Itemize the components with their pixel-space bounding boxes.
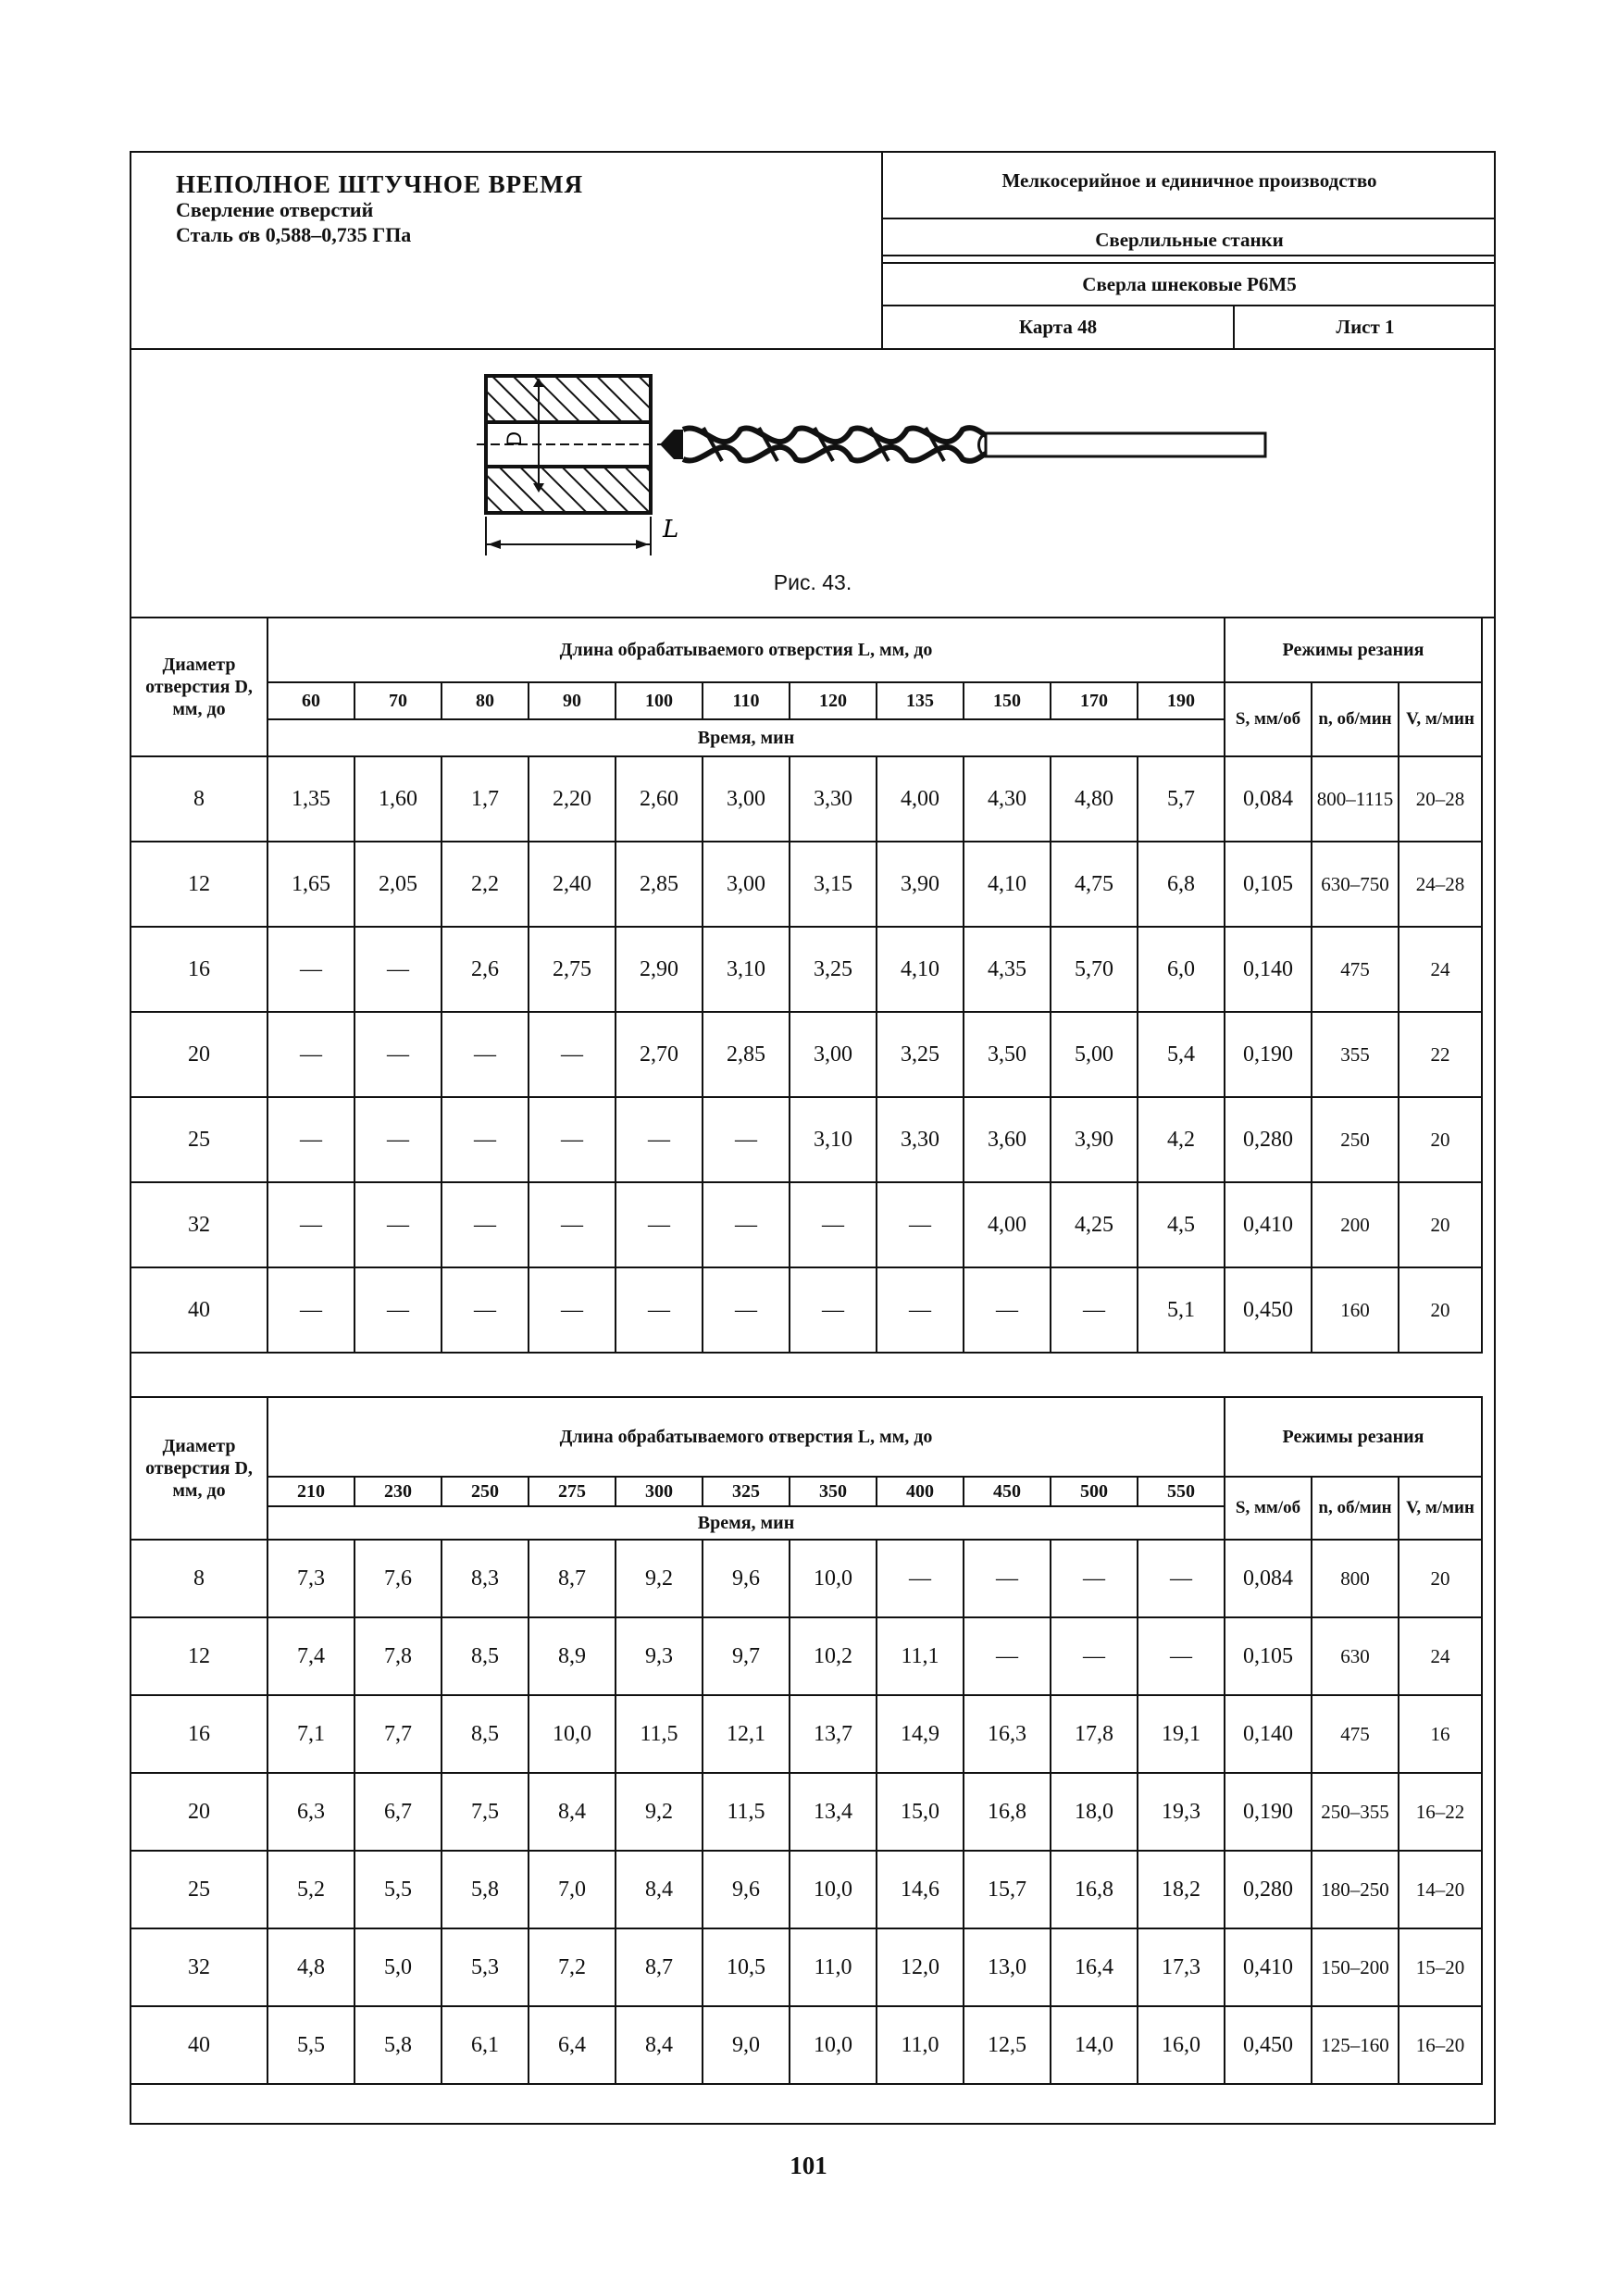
spindle-speed-value: 150–200 xyxy=(1312,1928,1399,2006)
time-value: 14,6 xyxy=(877,1851,964,1928)
time-value: 7,1 xyxy=(267,1695,354,1773)
length-value: 60 xyxy=(267,682,354,719)
page-number: 101 xyxy=(790,2152,827,2179)
time-value: 5,00 xyxy=(1051,1012,1138,1097)
feed-value: 0,105 xyxy=(1225,842,1312,927)
time-value: 6,3 xyxy=(267,1773,354,1851)
time-value: 3,10 xyxy=(790,1097,877,1182)
card-number: Карта 48 xyxy=(883,306,1235,348)
time-value: 8,4 xyxy=(529,1773,616,1851)
auger-drill-icon xyxy=(660,428,1265,461)
time-value: 5,2 xyxy=(267,1851,354,1928)
time-value: 9,7 xyxy=(703,1617,790,1695)
time-value: — xyxy=(267,1097,354,1182)
feed-value: 0,450 xyxy=(1225,1267,1312,1353)
length-value: 120 xyxy=(790,682,877,719)
time-value: 16,3 xyxy=(964,1695,1051,1773)
table-row xyxy=(131,1617,1482,1695)
feed-value: 0,140 xyxy=(1225,1695,1312,1773)
time-value: 16,8 xyxy=(964,1773,1051,1851)
length-header: Длина обрабатываемого отверстия L, мм, до xyxy=(267,1397,1225,1477)
feed-value: 0,410 xyxy=(1225,1182,1312,1267)
time-value: 5,1 xyxy=(1138,1267,1225,1353)
time-value: — xyxy=(267,1182,354,1267)
time-value: — xyxy=(616,1182,703,1267)
time-value: 3,50 xyxy=(964,1012,1051,1097)
diameter-value: 40 xyxy=(131,1267,267,1353)
time-value: 2,75 xyxy=(529,927,616,1012)
time-value: 10,0 xyxy=(529,1695,616,1773)
diameter-value: 32 xyxy=(131,1182,267,1267)
cutting-speed-value: 16 xyxy=(1399,1695,1482,1773)
time-value: 2,20 xyxy=(529,756,616,842)
time-value: 16,4 xyxy=(1051,1928,1138,2006)
spindle-speed-value: 160 xyxy=(1312,1267,1399,1353)
length-value: 135 xyxy=(877,682,964,719)
cutting-speed-value: 16–20 xyxy=(1399,2006,1482,2084)
time-value: 6,0 xyxy=(1138,927,1225,1012)
diameter-header: Диаметр отверстия D, мм, до xyxy=(131,1397,267,1540)
divider xyxy=(883,255,1496,256)
spindle-speed-value: 250 xyxy=(1312,1097,1399,1182)
time-value: 3,25 xyxy=(877,1012,964,1097)
length-value: 100 xyxy=(616,682,703,719)
diameter-value: 20 xyxy=(131,1773,267,1851)
time-value: 10,0 xyxy=(790,1851,877,1928)
time-value: 2,2 xyxy=(442,842,529,927)
length-header: Длина обрабатываемого отверстия L, мм, до xyxy=(267,618,1225,682)
time-value: 7,4 xyxy=(267,1617,354,1695)
time-header: Время, мин xyxy=(267,719,1225,756)
time-value: 4,75 xyxy=(1051,842,1138,927)
table-gap xyxy=(130,1355,1496,1396)
time-value: — xyxy=(703,1097,790,1182)
sheet-number: Лист 1 xyxy=(1336,316,1395,338)
time-value: 4,80 xyxy=(1051,756,1138,842)
time-value: — xyxy=(703,1267,790,1353)
time-value: 19,3 xyxy=(1138,1773,1225,1851)
table-row xyxy=(131,1097,1482,1182)
time-value: 4,10 xyxy=(877,927,964,1012)
length-value: 110 xyxy=(703,682,790,719)
feed-value: 0,280 xyxy=(1225,1851,1312,1928)
time-value: 8,3 xyxy=(442,1540,529,1617)
feed-value: 0,190 xyxy=(1225,1773,1312,1851)
time-value: 9,2 xyxy=(616,1773,703,1851)
spindle-speed-value: 800 xyxy=(1312,1540,1399,1617)
time-value: 6,4 xyxy=(529,2006,616,2084)
diameter-value: 20 xyxy=(131,1012,267,1097)
diameter-label: D xyxy=(503,431,526,446)
time-value: 11,1 xyxy=(877,1617,964,1695)
feed-value: 0,410 xyxy=(1225,1928,1312,2006)
cutting-speed-value: 24–28 xyxy=(1399,842,1482,927)
cutting-speed-value: 14–20 xyxy=(1399,1851,1482,1928)
diameter-header: Диаметр отверстия D, мм, до xyxy=(131,618,267,756)
cutting-speed-value: 22 xyxy=(1399,1012,1482,1097)
time-value: — xyxy=(354,1097,442,1182)
time-value: 5,3 xyxy=(442,1928,529,2006)
time-value: 12,5 xyxy=(964,2006,1051,2084)
time-value: 3,00 xyxy=(790,1012,877,1097)
time-value: 3,60 xyxy=(964,1097,1051,1182)
time-value: 9,0 xyxy=(703,2006,790,2084)
time-value: 12,0 xyxy=(877,1928,964,2006)
time-value: 1,35 xyxy=(267,756,354,842)
time-value: — xyxy=(964,1267,1051,1353)
time-value: — xyxy=(703,1182,790,1267)
time-value: — xyxy=(1051,1267,1138,1353)
time-value: 5,8 xyxy=(442,1851,529,1928)
time-value: 7,2 xyxy=(529,1928,616,2006)
time-value: 8,9 xyxy=(529,1617,616,1695)
diameter-value: 8 xyxy=(131,1540,267,1617)
time-value: 4,35 xyxy=(964,927,1051,1012)
time-value: 5,7 xyxy=(1138,756,1225,842)
time-value: 5,4 xyxy=(1138,1012,1225,1097)
time-value: 18,2 xyxy=(1138,1851,1225,1928)
time-value: 3,90 xyxy=(1051,1097,1138,1182)
card-sheet-row xyxy=(883,306,1496,348)
time-value: — xyxy=(1051,1617,1138,1695)
time-value: 2,70 xyxy=(616,1012,703,1097)
time-value: 7,7 xyxy=(354,1695,442,1773)
feed-header: S, мм/об xyxy=(1225,1477,1312,1540)
spindle-speed-value: 630 xyxy=(1312,1617,1399,1695)
cutting-speed-value: 20 xyxy=(1399,1097,1482,1182)
time-value: 10,0 xyxy=(790,2006,877,2084)
time-value: 6,8 xyxy=(1138,842,1225,927)
time-value: 8,5 xyxy=(442,1617,529,1695)
table-row xyxy=(131,756,1482,842)
time-value: — xyxy=(267,1012,354,1097)
time-value: — xyxy=(1051,1540,1138,1617)
time-value: 19,1 xyxy=(1138,1695,1225,1773)
time-value: — xyxy=(790,1267,877,1353)
time-value: 8,4 xyxy=(616,2006,703,2084)
time-value: 3,00 xyxy=(703,756,790,842)
time-value: — xyxy=(529,1012,616,1097)
spindle-speed-value: 355 xyxy=(1312,1012,1399,1097)
time-value: 2,90 xyxy=(616,927,703,1012)
time-value: 14,0 xyxy=(1051,2006,1138,2084)
length-value: 190 xyxy=(1138,682,1225,719)
time-value: 2,85 xyxy=(703,1012,790,1097)
cutting-speed-value: 24 xyxy=(1399,1617,1482,1695)
time-value: — xyxy=(1138,1617,1225,1695)
length-value: 325 xyxy=(703,1477,790,1506)
time-value: — xyxy=(877,1182,964,1267)
figure-panel xyxy=(130,350,1496,618)
time-value: 17,8 xyxy=(1051,1695,1138,1773)
time-header: Время, мин xyxy=(267,1506,1225,1540)
table-row xyxy=(131,1267,1482,1353)
figure-caption: Рис. 43. xyxy=(773,570,852,594)
table-row xyxy=(131,2006,1482,2084)
time-value: 4,10 xyxy=(964,842,1051,927)
time-value: 9,2 xyxy=(616,1540,703,1617)
time-value: — xyxy=(354,1267,442,1353)
table-row xyxy=(131,1851,1482,1928)
diameter-value: 8 xyxy=(131,756,267,842)
length-value: 300 xyxy=(616,1477,703,1506)
time-value: — xyxy=(267,927,354,1012)
feed-value: 0,084 xyxy=(1225,756,1312,842)
time-value: 17,3 xyxy=(1138,1928,1225,2006)
cutting-modes-header: Режимы резания xyxy=(1225,1397,1482,1477)
operation-name: Сверление отверстий xyxy=(176,198,374,221)
time-value: 3,10 xyxy=(703,927,790,1012)
table-row xyxy=(131,927,1482,1012)
time-value: 5,5 xyxy=(354,1851,442,1928)
time-value: 1,7 xyxy=(442,756,529,842)
time-value: 11,0 xyxy=(877,2006,964,2084)
time-value: — xyxy=(529,1182,616,1267)
length-value: 400 xyxy=(877,1477,964,1506)
time-value: 9,6 xyxy=(703,1540,790,1617)
time-value: 2,60 xyxy=(616,756,703,842)
time-value: 4,8 xyxy=(267,1928,354,2006)
time-value: 1,60 xyxy=(354,756,442,842)
time-value: — xyxy=(529,1267,616,1353)
time-value: — xyxy=(616,1097,703,1182)
time-value: 8,4 xyxy=(616,1851,703,1928)
spindle-speed-value: 475 xyxy=(1312,1695,1399,1773)
length-value: 450 xyxy=(964,1477,1051,1506)
card-header xyxy=(130,151,1496,350)
time-value: 4,00 xyxy=(877,756,964,842)
time-table-1 xyxy=(130,617,1483,1354)
time-value: 3,25 xyxy=(790,927,877,1012)
time-value: — xyxy=(442,1097,529,1182)
time-value: 4,2 xyxy=(1138,1097,1225,1182)
feed-header: S, мм/об xyxy=(1225,682,1312,756)
length-label: L xyxy=(663,516,679,543)
time-value: 2,05 xyxy=(354,842,442,927)
tool-type: Сверла шнековые Р6М5 xyxy=(1082,273,1297,295)
spindle-speed-value: 630–750 xyxy=(1312,842,1399,927)
time-value: 1,65 xyxy=(267,842,354,927)
diameter-value: 16 xyxy=(131,1695,267,1773)
length-value: 230 xyxy=(354,1477,442,1506)
diameter-value: 12 xyxy=(131,842,267,927)
time-value: — xyxy=(442,1012,529,1097)
feed-value: 0,105 xyxy=(1225,1617,1312,1695)
length-value: 80 xyxy=(442,682,529,719)
time-value: 7,8 xyxy=(354,1617,442,1695)
diameter-value: 40 xyxy=(131,2006,267,2084)
time-value: — xyxy=(442,1267,529,1353)
velocity-header: V, м/мин xyxy=(1399,1477,1482,1540)
time-value: 7,3 xyxy=(267,1540,354,1617)
time-value: 14,9 xyxy=(877,1695,964,1773)
spindle-speed-value: 475 xyxy=(1312,927,1399,1012)
length-value: 90 xyxy=(529,682,616,719)
spindle-speed-value: 800–1115 xyxy=(1312,756,1399,842)
time-value: 11,5 xyxy=(703,1773,790,1851)
time-value: — xyxy=(529,1097,616,1182)
cutting-speed-value: 20 xyxy=(1399,1267,1482,1353)
table-row xyxy=(131,842,1482,927)
diameter-value: 25 xyxy=(131,1851,267,1928)
time-value: 18,0 xyxy=(1051,1773,1138,1851)
table-row xyxy=(131,1695,1482,1773)
time-value: — xyxy=(616,1267,703,1353)
time-value: — xyxy=(790,1182,877,1267)
spindle-speed-value: 125–160 xyxy=(1312,2006,1399,2084)
time-value: 8,7 xyxy=(529,1540,616,1617)
length-value: 150 xyxy=(964,682,1051,719)
time-value: 4,5 xyxy=(1138,1182,1225,1267)
time-value: 3,30 xyxy=(877,1097,964,1182)
feed-value: 0,190 xyxy=(1225,1012,1312,1097)
time-value: 10,5 xyxy=(703,1928,790,2006)
spindle-speed-value: 250–355 xyxy=(1312,1773,1399,1851)
time-value: 9,3 xyxy=(616,1617,703,1695)
time-value: 10,2 xyxy=(790,1617,877,1695)
length-value: 350 xyxy=(790,1477,877,1506)
table-row xyxy=(131,1773,1482,1851)
time-value: 6,7 xyxy=(354,1773,442,1851)
length-value: 170 xyxy=(1051,682,1138,719)
time-value: 4,30 xyxy=(964,756,1051,842)
time-value: 5,70 xyxy=(1051,927,1138,1012)
table-row xyxy=(131,1182,1482,1267)
length-value: 70 xyxy=(354,682,442,719)
time-value: 13,4 xyxy=(790,1773,877,1851)
length-value: 275 xyxy=(529,1477,616,1506)
length-value: 500 xyxy=(1051,1477,1138,1506)
speed-header: n, об/мин xyxy=(1312,1477,1399,1540)
spindle-speed-value: 200 xyxy=(1312,1182,1399,1267)
machine-type: Сверлильные станки xyxy=(1095,229,1284,251)
time-value: — xyxy=(354,927,442,1012)
time-value: 8,7 xyxy=(616,1928,703,2006)
time-value: 2,85 xyxy=(616,842,703,927)
time-value: 7,6 xyxy=(354,1540,442,1617)
time-value: — xyxy=(1138,1540,1225,1617)
cutting-speed-value: 20 xyxy=(1399,1182,1482,1267)
time-value: 15,0 xyxy=(877,1773,964,1851)
time-value: 3,90 xyxy=(877,842,964,927)
time-value: — xyxy=(964,1617,1051,1695)
time-value: 11,5 xyxy=(616,1695,703,1773)
table-row xyxy=(131,1928,1482,2006)
time-value: 5,0 xyxy=(354,1928,442,2006)
feed-value: 0,140 xyxy=(1225,927,1312,1012)
time-value: 3,00 xyxy=(703,842,790,927)
time-value: — xyxy=(877,1267,964,1353)
time-value: 4,00 xyxy=(964,1182,1051,1267)
time-value: 4,25 xyxy=(1051,1182,1138,1267)
time-value: 5,5 xyxy=(267,2006,354,2084)
spindle-speed-value: 180–250 xyxy=(1312,1851,1399,1928)
time-table-2 xyxy=(130,1396,1483,2085)
time-value: 2,6 xyxy=(442,927,529,1012)
cutting-modes-header: Режимы резания xyxy=(1225,618,1482,682)
time-value: 2,40 xyxy=(529,842,616,927)
time-value: 9,6 xyxy=(703,1851,790,1928)
page-title: НЕПОЛНОЕ ШТУЧНОЕ ВРЕМЯ xyxy=(176,170,584,198)
time-value: 5,8 xyxy=(354,2006,442,2084)
cutting-speed-value: 15–20 xyxy=(1399,1928,1482,2006)
length-value: 250 xyxy=(442,1477,529,1506)
feed-value: 0,450 xyxy=(1225,2006,1312,2084)
time-value: — xyxy=(442,1182,529,1267)
time-value: — xyxy=(964,1540,1051,1617)
diameter-value: 12 xyxy=(131,1617,267,1695)
length-value: 210 xyxy=(267,1477,354,1506)
cutting-speed-value: 24 xyxy=(1399,927,1482,1012)
time-value: 11,0 xyxy=(790,1928,877,2006)
table-row xyxy=(131,1012,1482,1097)
time-value: — xyxy=(354,1012,442,1097)
cutting-speed-value: 16–22 xyxy=(1399,1773,1482,1851)
time-value: 6,1 xyxy=(442,2006,529,2084)
time-value: 13,7 xyxy=(790,1695,877,1773)
time-value: 3,15 xyxy=(790,842,877,927)
header-info-block xyxy=(881,151,1496,350)
length-value: 550 xyxy=(1138,1477,1225,1506)
header-titles xyxy=(176,171,583,247)
feed-value: 0,084 xyxy=(1225,1540,1312,1617)
time-value: — xyxy=(354,1182,442,1267)
diameter-value: 32 xyxy=(131,1928,267,2006)
drill-diagram xyxy=(130,350,1496,568)
feed-value: 0,280 xyxy=(1225,1097,1312,1182)
time-value: 16,0 xyxy=(1138,2006,1225,2084)
time-value: 8,5 xyxy=(442,1695,529,1773)
time-value: 16,8 xyxy=(1051,1851,1138,1928)
time-value: 15,7 xyxy=(964,1851,1051,1928)
time-value: 7,5 xyxy=(442,1773,529,1851)
time-value: — xyxy=(877,1540,964,1617)
diameter-value: 25 xyxy=(131,1097,267,1182)
production-type: Мелкосерийное и единичное производство xyxy=(1001,169,1377,192)
time-value: — xyxy=(267,1267,354,1353)
time-value: 10,0 xyxy=(790,1540,877,1617)
cutting-speed-value: 20–28 xyxy=(1399,756,1482,842)
time-value: 13,0 xyxy=(964,1928,1051,2006)
diameter-value: 16 xyxy=(131,927,267,1012)
table-row xyxy=(131,1540,1482,1617)
time-value: 7,0 xyxy=(529,1851,616,1928)
workpiece-icon xyxy=(477,376,678,555)
cutting-speed-value: 20 xyxy=(1399,1540,1482,1617)
time-value: 12,1 xyxy=(703,1695,790,1773)
time-value: 3,30 xyxy=(790,756,877,842)
divider xyxy=(883,262,1496,264)
divider xyxy=(883,218,1496,219)
speed-header: n, об/мин xyxy=(1312,682,1399,756)
velocity-header: V, м/мин xyxy=(1399,682,1482,756)
material-spec: Сталь σв 0,588–0,735 ГПа xyxy=(176,223,412,246)
